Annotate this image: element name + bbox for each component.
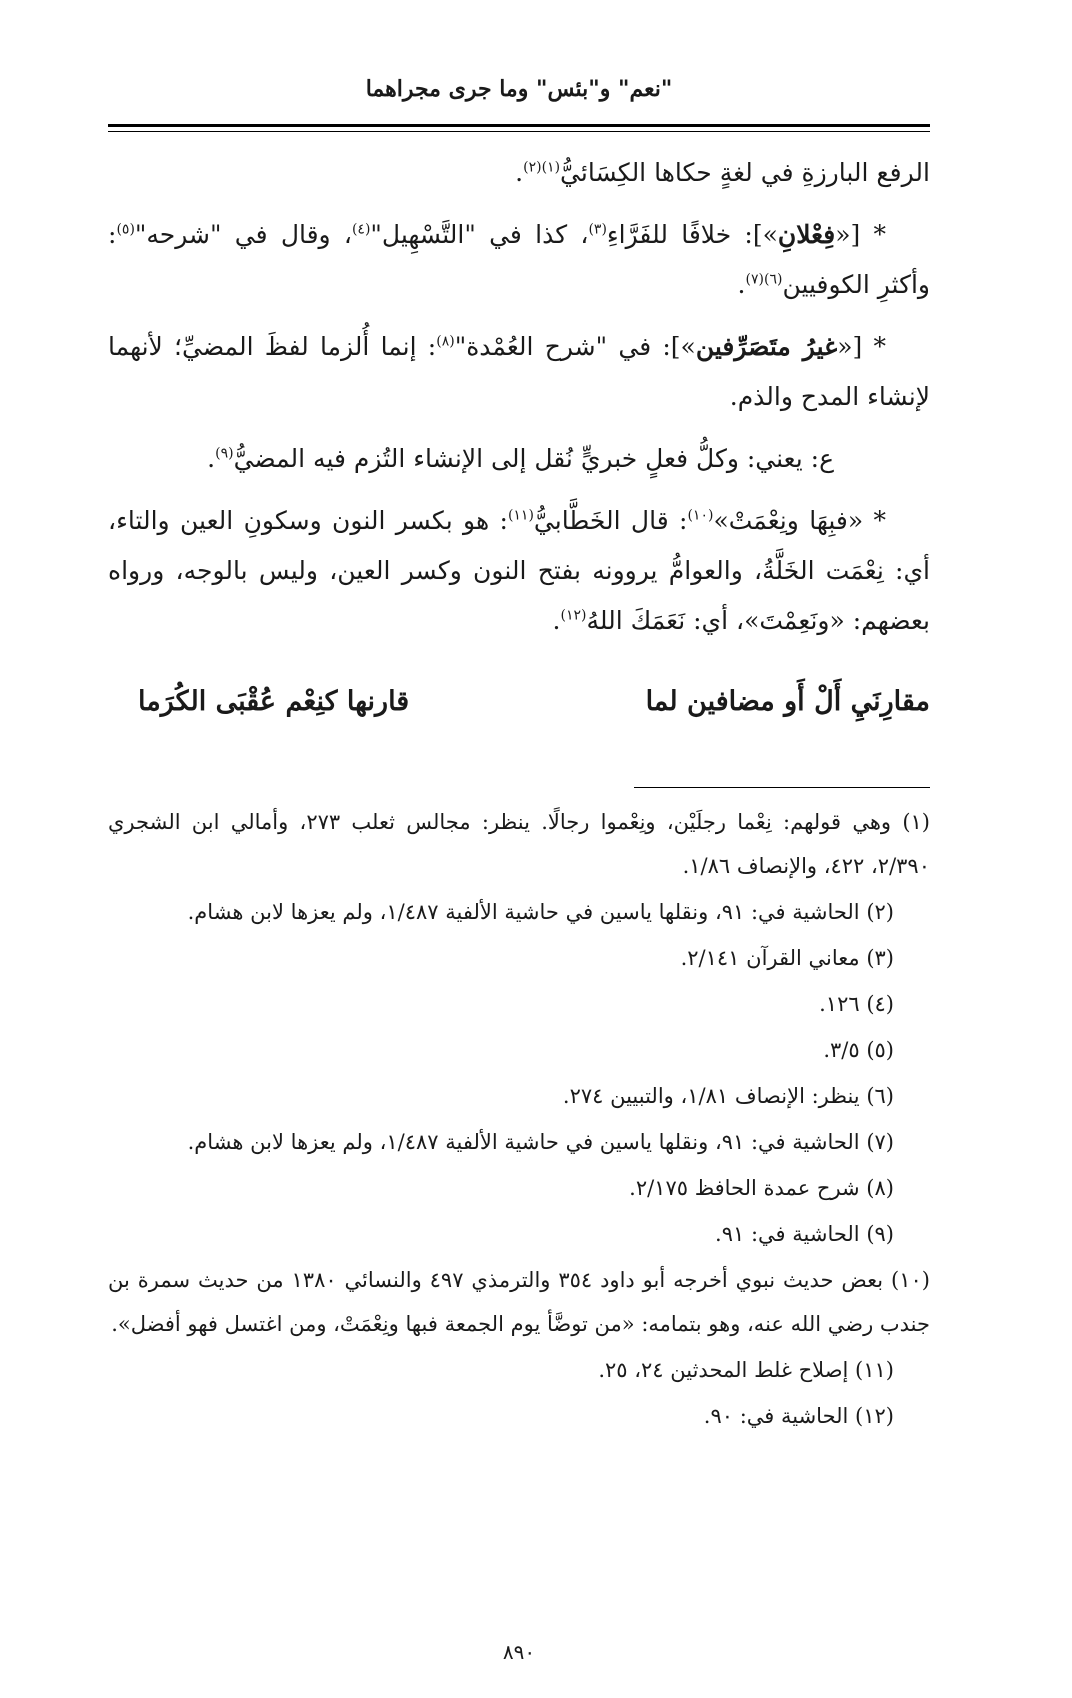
paragraph-text: ع: يعني: وكلُّ فعلٍ خبريٍّ نُقل إلى الإنشاء التُزم فيه المضيُّ — [233, 444, 834, 473]
paragraph-text: * «فبِهَا ونِعْمَتْ» — [713, 506, 887, 535]
book-page — [108, 0, 930, 1698]
bracket-open: * [« — [835, 220, 886, 249]
footnote-ref: (٣) — [588, 221, 607, 238]
footnote-12: (١٢) الحاشية في: ٩٠. — [703, 1404, 894, 1428]
footnote-ref: (١٠) — [687, 507, 714, 524]
punctuation: . — [207, 444, 216, 473]
verse-hemistich-2: قارنها كنِعْم عُقْبَى الكُرَما — [138, 686, 410, 717]
footnote-ref: (٥) — [116, 221, 135, 238]
paragraph-text: »]: خلافًا للفَرَّاءِ — [606, 220, 778, 249]
paragraph-text: : إنما أُلزما لفظَ المضيِّ؛ لأنهما لإنشاء المدح والذم. — [108, 332, 930, 411]
bracket-open: * [« — [837, 332, 886, 361]
footnote-11: (١١) إصلاح غلط المحدثين ٢٤، ٢٥. — [598, 1358, 894, 1382]
paragraph-3 — [108, 322, 930, 422]
footnote-10: (١٠) بعض حديث نبوي أخرجه أبو داود ٣٥٤ والترمذي ٤٩٧ والنسائي ١٣٨٠ من حديث سمرة بن جندب رضي الله عنه، وهو بتمامه: «من توضَّأ يوم الجمعة فبها ونِعْمَتْ، ومن اغتسل فهو أفضل». — [108, 1268, 930, 1336]
poetry-verse — [108, 686, 930, 736]
footnote-9: (٩) الحاشية في: ٩١. — [715, 1222, 894, 1246]
footnote-ref: (٨) — [436, 333, 455, 350]
paragraph-text: الرفع البارزةِ في لغةٍ حكاها الكِسَائيُّ — [560, 158, 930, 187]
footnote-6: (٦) ينظر: الإنصاف ١/٨١، والتبيين ٢٧٤. — [562, 1084, 894, 1108]
footnote-ref: (١)(٢) — [523, 159, 561, 176]
footnote-7: (٧) الحاشية في: ٩١، ونقلها ياسين في حاشية الألفية ١/٤٨٧، ولم يعزها لابن هشام. — [187, 1130, 894, 1154]
footnote-3: (٣) معاني القرآن ٢/١٤١. — [680, 946, 894, 970]
footnote-separator — [634, 787, 930, 788]
paragraph-text: ، كذا في "التَّسْهِيل" — [370, 220, 589, 249]
lemma-term: غيرُ متَصَرِّفين — [695, 332, 838, 361]
punctuation: . — [737, 270, 746, 299]
paragraph-text: : هو بكسر النون وسكونِ العين والتاء، أي: نِعْمَت الخَلَّةُ، والعوامُّ يروونه بفتح النون وكسر العين، وليس بالوجه، ورواه بعضهم: «ونَعِمْتَ»، أي: نَعَمَكَ اللهُ — [108, 506, 930, 635]
paragraph-5 — [108, 496, 930, 646]
running-title: "نعم" و"بئس" وما جرى مجراهما — [365, 76, 673, 102]
lemma-term: فِعْلانِ — [777, 220, 836, 249]
page-number: ٨٩٠ — [502, 1640, 536, 1664]
paragraph-1 — [108, 148, 930, 198]
verse-hemistich-1: مقارِنَيِ أَلْ أَو مضافين لما — [645, 686, 930, 717]
footnote-ref: (١٢) — [560, 607, 587, 624]
footnote-ref: (٦)(٧) — [745, 271, 783, 288]
paragraph-text: : وأكثرِ الكوفيين — [108, 220, 930, 299]
paragraph-4 — [108, 434, 930, 484]
paragraph-text: ، وقال في "شرحه" — [134, 220, 352, 249]
footnote-1: (١) وهي قولهم: نِعْما رجلَيْن، ونِعْموا رجالًا. ينظر: مجالس ثعلب ٢٧٣، وأمالي ابن الشجري ٢/٣٩٠، ٤٢٢، والإنصاف ١/٨٦. — [108, 810, 930, 878]
footnote-2: (٢) الحاشية في: ٩١، ونقلها ياسين في حاشية الألفية ١/٤٨٧، ولم يعزها لابن هشام. — [187, 900, 894, 924]
paragraph-2 — [108, 210, 930, 310]
footnote-8: (٨) شرح عمدة الحافظ ٢/١٧٥. — [629, 1176, 894, 1200]
footnote-ref: (١١) — [507, 507, 534, 524]
footnote-4: (٤) ١٢٦. — [819, 992, 894, 1016]
footnote-ref: (٩) — [215, 445, 234, 462]
footnote-5: (٥) ٣/٥. — [823, 1038, 894, 1062]
paragraph-text: : قال الخَطَّابيُّ — [533, 506, 688, 535]
footnotes — [108, 800, 930, 1440]
header-rule-thin — [108, 131, 930, 132]
footnote-ref: (٤) — [351, 221, 371, 238]
punctuation: . — [552, 606, 561, 635]
header-rule-thick — [108, 124, 930, 127]
paragraph-text: »]: في "شرح العُمْدة" — [454, 332, 696, 361]
punctuation: . — [515, 158, 524, 187]
main-text — [108, 148, 930, 658]
